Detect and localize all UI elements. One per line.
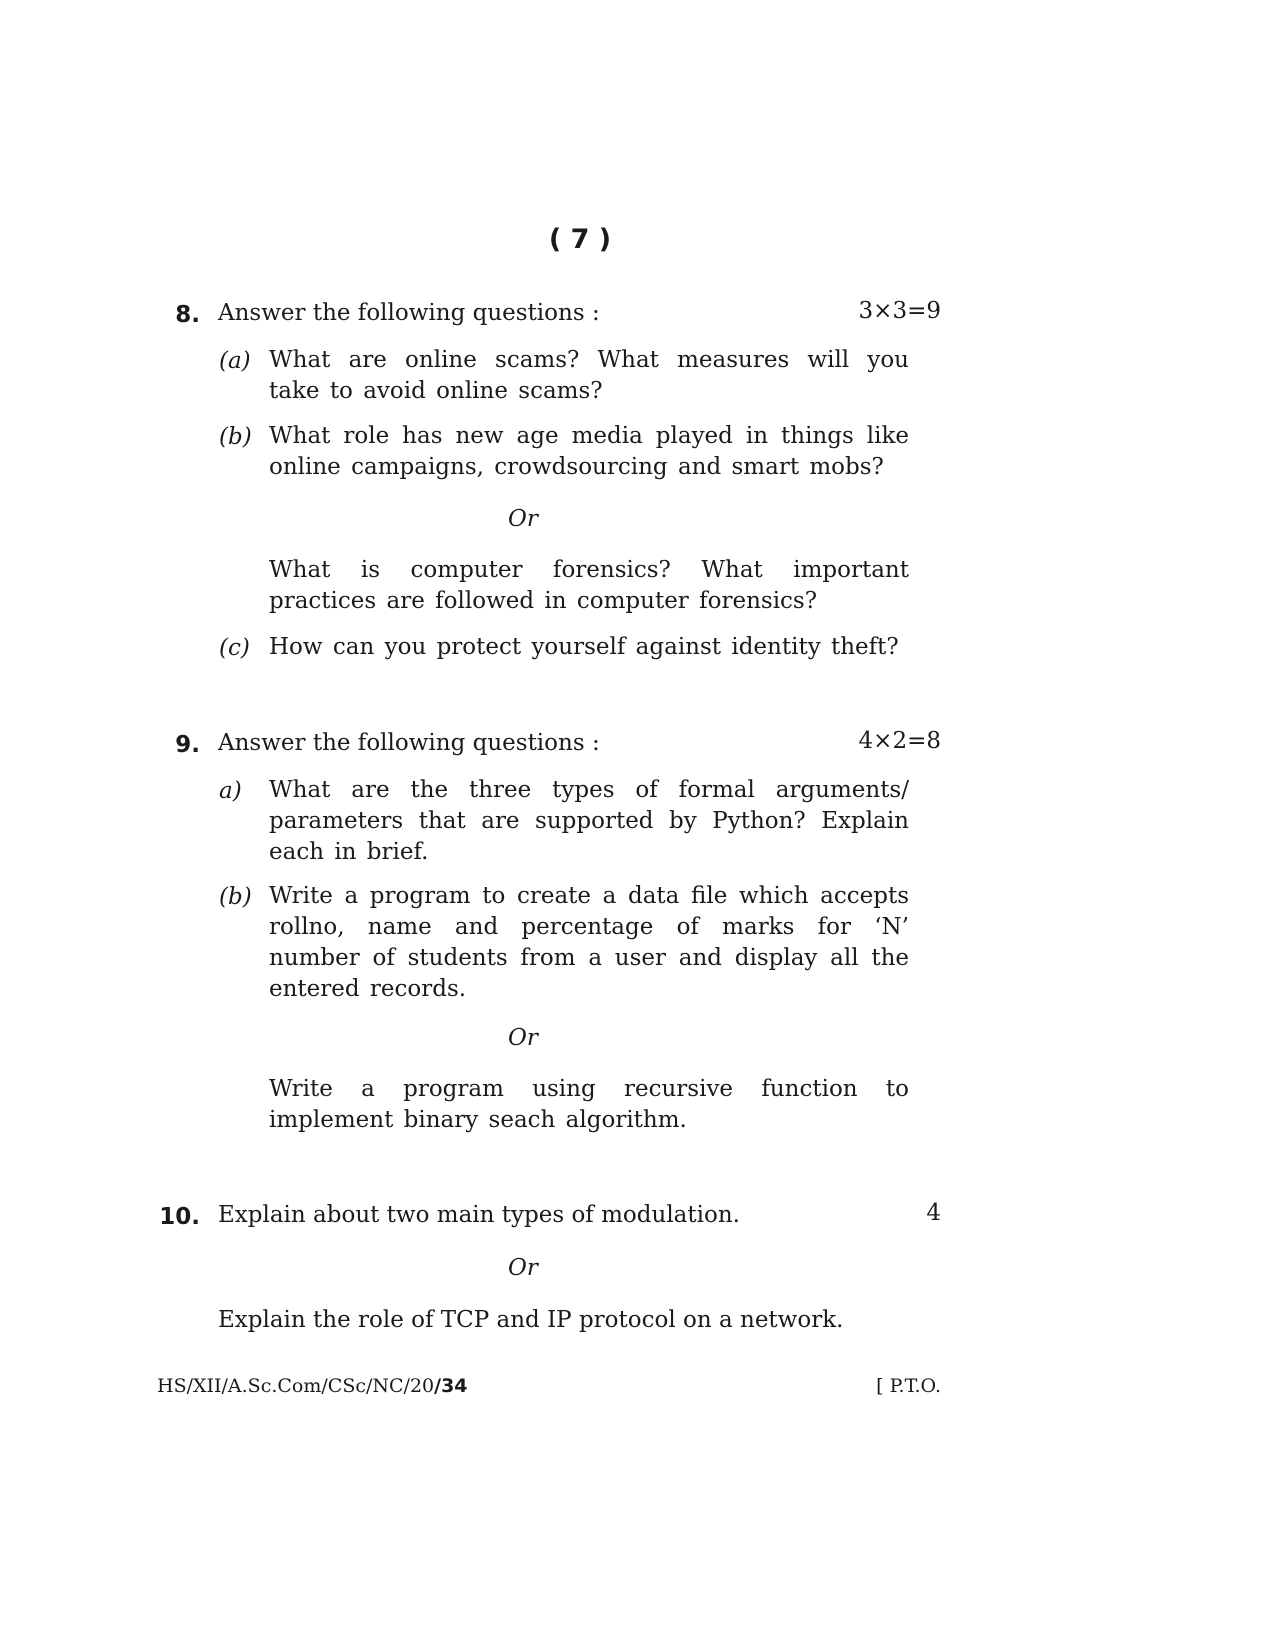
page-number: ( 7 ) [548, 224, 612, 255]
q9-b-text: Write a program to create a data file which accepts rollno, name and percentage of marks for ‘N’ number of students from a user and display all the entered records. [269, 883, 909, 1002]
q8-a-label: (a) [219, 348, 251, 374]
paper-code-main: HS/XII/A.Sc.Com/CSc/NC/20 [157, 1375, 435, 1397]
q10-or: Or [508, 1255, 538, 1281]
q9-or: Or [508, 1025, 538, 1051]
q9-a-label: a) [219, 778, 242, 804]
question-10-marks: 4 [926, 1200, 941, 1226]
question-9-prompt: Answer the following questions : [218, 730, 600, 756]
q8-b-label: (b) [219, 424, 252, 450]
question-8-marks: 3×3=9 [858, 298, 941, 324]
paper-code [157, 1375, 468, 1397]
q10-alt-text: Explain the role of TCP and IP protocol on a network. [218, 1307, 844, 1333]
q8-b-text: What role has new age media played in things like online campaigns, crowdsourcing and smart mobs? [269, 423, 909, 480]
question-9-marks: 4×2=8 [858, 728, 941, 754]
q9-a-text: What are the three types of formal arguments/ parameters that are supported by Python? Explain each in brief. [269, 777, 909, 865]
q9-b-label: (b) [219, 884, 252, 910]
q9-alt-text: Write a program using recursive function to implement binary seach algorithm. [269, 1076, 909, 1133]
question-10-prompt: Explain about two main types of modulation. [218, 1202, 740, 1228]
q8-alt-text: What is computer forensics? What important practices are followed in computer forensics? [269, 557, 909, 614]
question-9-number: 9. [175, 732, 200, 758]
q8-c-label: (c) [219, 635, 250, 661]
paper-code-bold: /34 [434, 1375, 468, 1397]
pto-label: [ P.T.O. [876, 1375, 941, 1397]
q8-a-text: What are online scams? What measures will you take to avoid online scams? [269, 347, 909, 404]
question-8-number: 8. [175, 302, 200, 328]
question-10-number: 10. [159, 1204, 200, 1230]
question-8-prompt: Answer the following questions : [218, 300, 600, 326]
q8-or: Or [508, 506, 538, 532]
q8-c-text: How can you protect yourself against identity theft? [269, 634, 899, 660]
